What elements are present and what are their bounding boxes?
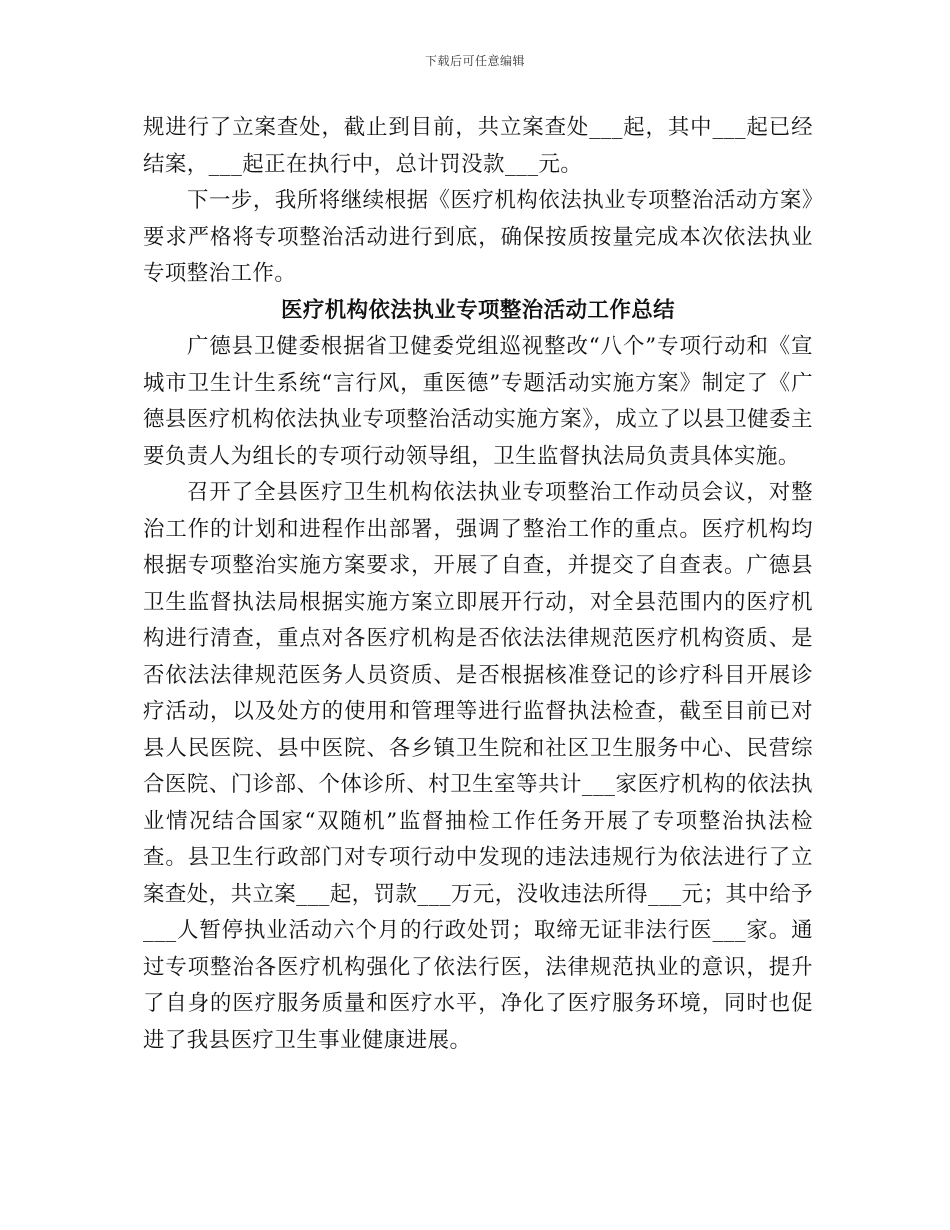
page-header: 下载后可任意编辑 <box>424 54 525 68</box>
paragraph-continuation: 规进行了立案查处，截止到目前，共立案查处___起，其中___起已经结案，___起正在执行中，总计罚没款___元。 <box>143 115 813 177</box>
section-title: 医疗机构依法执业专项整治活动工作总结 <box>280 297 676 323</box>
paragraph-intro: 广德县卫健委根据省卫健委党组巡视整改“八个”专项行动和《宣城市卫生计生系统“言行风，重医德”专题活动实施方案》制定了《广德县医疗机构依法执业专项整治活动实施方案》，成立了以县卫健委主要负责人为组长的专项行动领导组，卫生监督执法局负责具体实施。 <box>143 334 813 469</box>
paragraph-main: 召开了全县医疗卫生机构依法执业专项整治工作动员会议，对整治工作的计划和进程作出部署，强调了整治工作的重点。医疗机构均根据专项整治实施方案要求，开展了自查，并提交了自查表。广德县卫生监督执法局根据实施方案立即展开行动，对全县范围内的医疗机构进行清查，重点对各医疗机构是否依法法律规范医疗机构资质、是否依法法律规范医务人员资质、是否根据核准登记的诊疗科目开展诊疗活动，以及处方的使用和管理等进行监督执法检查，截至目前已对县人民医院、县中医院、各乡镇卫生院和社区卫生服务中心、民营综合医院、门诊部、个体诊所、村卫生室等共计___家医疗机构的依法执业情况结合国家“双随机”监督抽检工作任务开展了专项整治执法检查。县卫生行政部门对专项行动中发现的违法违规行为依法进行了立案查处，共立案___起，罚款___万元，没收违法所得___元；其中给予___人暂停执业活动六个月的行政处罚；取缔无证非法行医___家。通过专项整治各医疗机构强化了依法行医，法律规范执业的意识，提升了自身的医疗服务质量和医疗水平，净化了医疗服务环境，同时也促进了我县医疗卫生事业健康进展。 <box>143 480 813 1053</box>
document-body <box>143 110 813 1059</box>
paragraph-next-step: 下一步，我所将继续根据《医疗机构依法执业专项整治活动方案》要求严格将专项整治活动进行到底，确保按质按量完成本次依法执业专项整治工作。 <box>143 188 813 286</box>
